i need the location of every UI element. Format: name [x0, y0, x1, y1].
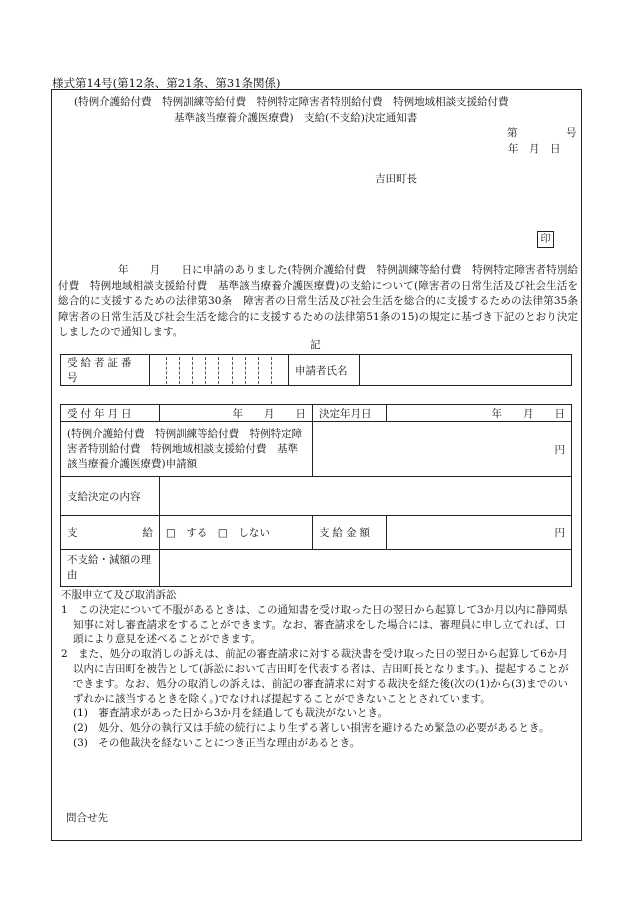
payment-amount-label: 支給金額	[313, 516, 387, 550]
applicant-name-field[interactable]	[360, 355, 572, 386]
appeal-item-2: 2 また、処分の取消しの訴えは、前記の審査請求に対する裁決書を受け取った日の翌日から起算して6か月以内に吉田町を被告として(訴訟において吉田町を代表する者は、吉田町長となります。)、提起することができます。なお、処分の取消しの訴えは、前記の審査請求に対する裁決を経た後(次の(1)から(3)までのいずれかに該当するときを除く。)でなければ提起することができないこととされています。	[61, 648, 569, 705]
appeal-sub-1: (1) 審査請求があった日から3か月を経過しても裁決がないとき。	[73, 707, 389, 720]
appeal-section	[61, 588, 576, 751]
reduction-reason-field[interactable]	[160, 550, 572, 587]
receipt-date-label: 受付年月日	[61, 405, 160, 422]
form-number: 様式第14号(第12条、第21条、第31条関係)	[52, 76, 281, 90]
appeal-sub-3: (3) その他裁決を経ないことにつき正当な理由があるとき。	[73, 736, 361, 749]
appeal-heading: 不服申立て及び取消訴訟	[61, 589, 177, 601]
issue-date: 年 月 日	[508, 143, 561, 155]
notice-frame	[51, 89, 589, 841]
contact-label: 問合せ先	[66, 812, 108, 824]
decision-date-label: 決定年月日	[313, 405, 387, 422]
payment-label	[61, 516, 160, 550]
sender-name: 吉田町長	[375, 173, 417, 185]
title-line-1: (特例介護給付費 特例訓練等給付費 特例特定障害者特別給付費 特例地域相談支援給付費	[74, 96, 509, 108]
appeal-sub-2: (2) 処分、処分の執行又は手続の続行により生ずる著しい損害を避けるため緊急の必要があるとき。	[73, 722, 550, 735]
notice-body: 年 月 日に申請のありました(特例介護給付費 特例訓練等給付費 特例特定障害者特別給付費 特例地域相談支援給付費 基準該当療養介護医療費)の支給について(障害者の日常生活及び社会生活を総合的に支援するための法律第30条 障害者の日常生活及び社会生活を総合的に支援するための法律第35条 障害者の日常生活及び社会生活を総合的に支援するための法律第51条の15)の規定に基づき下記のとおり決定しましたので通知します。	[58, 264, 589, 339]
requested-amount-label: (特例介護給付費 特例訓練等給付費 特例特定障害者特別給付費 特例地域相談支援給付費 基準該当療養介護医療費)申請額	[61, 422, 313, 477]
reduction-reason-label: 不支給・減額の理由	[61, 550, 160, 587]
recipient-table	[60, 354, 572, 386]
decision-table	[60, 404, 572, 587]
payment-label-first: 支	[67, 527, 78, 539]
appeal-item-1: 1 この決定について不服があるときは、この通知書を受け取った日の翌日から起算して3か月以内に静岡県知事に対し審査請求をすることができます。なお、審査請求をした場合には、審理員に申し立てれば、口頭により意見を述べることができます。	[61, 603, 568, 646]
title-line-2: 基準該当療養介護医療費) 支給(不支給)決定通知書	[174, 112, 418, 124]
seal-stamp: 印	[537, 231, 554, 248]
recipient-number-label: 受給者証番号	[61, 355, 150, 386]
applicant-name-label: 申請者氏名	[289, 355, 360, 386]
document-number-suffix: 号	[566, 127, 577, 139]
payment-amount-field[interactable]: 円	[387, 516, 572, 550]
recipient-number-field[interactable]	[150, 355, 289, 386]
ki-mark: 記	[310, 339, 321, 351]
payment-label-second: 給	[142, 527, 153, 539]
decision-date-field[interactable]: 年 月 日	[387, 405, 572, 422]
document-number-prefix: 第	[507, 127, 518, 139]
decision-content-label: 支給決定の内容	[61, 477, 160, 516]
payment-option-checkboxes[interactable]: □ する □ しない	[160, 516, 313, 550]
decision-content-field[interactable]	[160, 477, 572, 516]
receipt-date-field[interactable]: 年 月 日	[160, 405, 313, 422]
requested-amount-field[interactable]: 円	[313, 422, 572, 477]
